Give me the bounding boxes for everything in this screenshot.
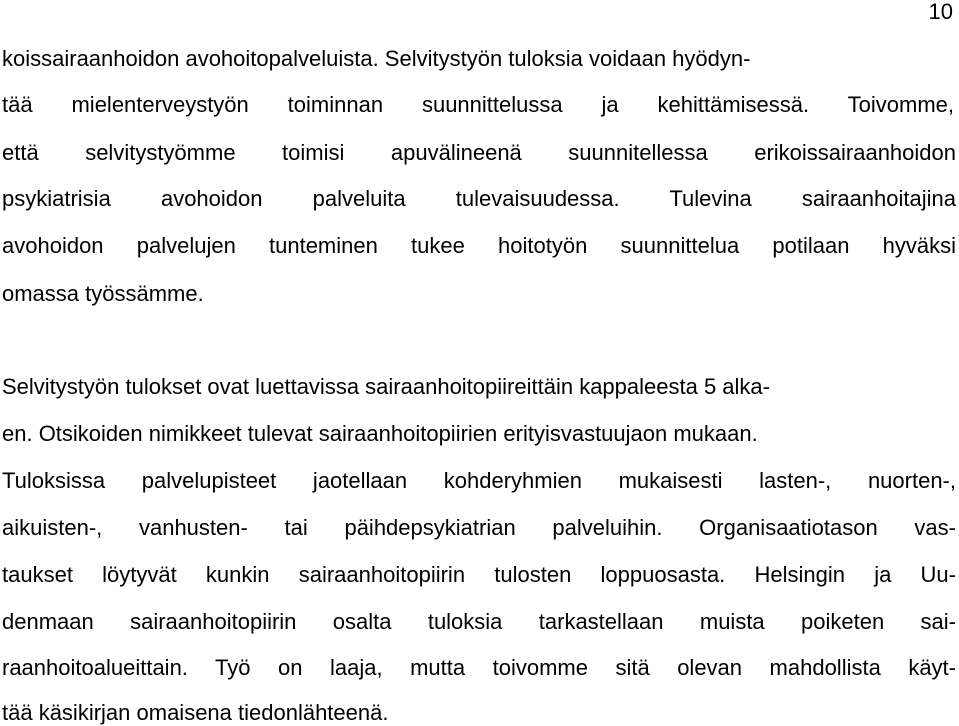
text-line: denmaan sairaanhoitopiirin osalta tuloksia tarkastellaan muista poiketen sai- — [2, 609, 956, 634]
text-line: psykiatrisia avohoidon palveluita tulevaisuudessa. Tulevina sairaanhoitajina — [2, 186, 956, 211]
text-line: omassa työssämme. — [2, 281, 204, 306]
text-line: tää mielenterveystyön toiminnan suunnittelussa ja kehittämisessä. Toivomme, — [2, 92, 954, 117]
text-line: en. Otsikoiden nimikkeet tulevat sairaanhoitopiirien erityisvastuujaon mukaan. — [2, 421, 758, 446]
text-line: Selvitystyön tulokset ovat luettavissa sairaanhoitopiireittäin kappaleesta 5 alka- — [2, 374, 770, 399]
text-line: koissairaanhoidon avohoitopalveluista. Selvitystyön tuloksia voidaan hyödyn- — [2, 46, 751, 71]
page-number: 10 — [928, 0, 953, 24]
text-line: taukset löytyvät kunkin sairaanhoitopiirin tulosten loppuosasta. Helsingin ja Uu- — [2, 562, 956, 587]
text-line: tää käsikirjan omaisena tiedonlähteenä. — [2, 700, 389, 725]
text-line: Tuloksissa palvelupisteet jaotellaan kohderyhmien mukaisesti lasten-, nuorten-, — [2, 468, 956, 493]
text-line: raanhoitoalueittain. Työ on laaja, mutta toivomme sitä olevan mahdollista käyt- — [2, 655, 956, 680]
text-line: avohoidon palvelujen tunteminen tukee hoitotyön suunnittelua potilaan hyväksi — [2, 233, 956, 258]
text-line: että selvitystyömme toimisi apuvälineenä suunnitellessa erikoissairaanhoidon — [2, 140, 956, 165]
text-line: aikuisten-, vanhusten- tai päihdepsykiatrian palveluihin. Organisaatiotason vas- — [2, 515, 956, 540]
